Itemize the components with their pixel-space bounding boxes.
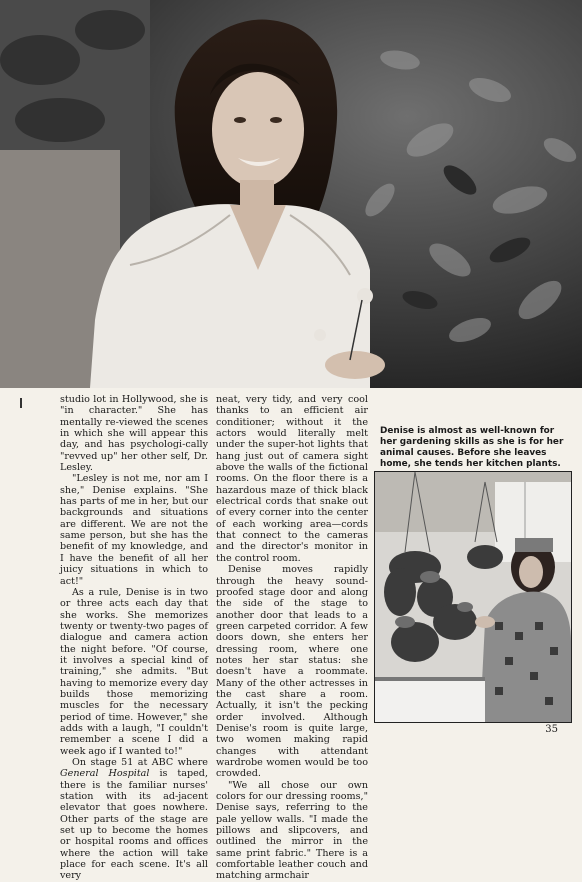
- paragraph: [60, 757, 208, 882]
- page-number: 35: [545, 724, 558, 735]
- woman-watering-plants-photo-icon: [375, 472, 571, 722]
- woman-watering-plants-photo: [374, 471, 572, 723]
- woman-portrait-photo: [0, 0, 582, 388]
- column-marker: [20, 398, 22, 408]
- article-column-1: [60, 394, 208, 882]
- paragraph: "Lesley is not me, nor am I she," Denise explains. "She has parts of me in her, but our backgrounds and situations are different. We are not the same person, but she has the benefit of my knowledge, and I have the benefit of all her juicy situations in which to act!": [60, 473, 208, 587]
- show-title: General Hospital: [60, 768, 150, 780]
- text-run: On stage 51 at ABC where: [72, 757, 208, 768]
- paragraph: "We all chose our own colors for our dressing rooms," Denise says, referring to the pale yellow walls. "I made the pillows and slipcovers, and outlined the mirror in the same print fabric." There is a comfortable leather couch and matching armchair: [216, 779, 368, 882]
- paragraph: studio lot in Hollywood, she is "in character." She has mentally re-viewed the scenes in which she will appear this day, and has psychologi-cally "revved up" her other self, Dr. Lesley.: [60, 394, 208, 474]
- paragraph: Denise moves rapidly through the heavy sound-proofed stage door and along the side of the stage to another door that leads to a green carpeted corridor. A few doors down, she enters her dressing room, where one notes her star status: she doesn't have a roommate. Many of the other actresses in the cast share a room. Actually, it isn't the pecking order involved. Although Denise's room is quite large, two women making rapid changes with attendant wardrobe women would be too crowded.: [216, 564, 368, 780]
- photo-caption: Denise is almost as well-known for her gardening skills as she is for her animal causes. Before she leaves home, she tends her kitchen plants.: [380, 426, 564, 469]
- text-run: is taped, there is the familiar nurses' station with its ad-jacent elevator that goes nowhere. Other parts of the stage are set up to become the homes or hospital rooms and offices where the action will take place for each scene. It's all very: [60, 768, 208, 882]
- paragraph: neat, very tidy, and very cool thanks to an efficient air conditioner; without it the actors would literally melt under the super-hot lights that hang just out of camera sight above the walls of the fictional rooms. On the floor there is a hazardous maze of thick black electrical cords that snake out of every corner into the center of each working area—cords that connect to the cameras and the director's monitor in the control room.: [216, 394, 368, 564]
- article-column-2: [216, 394, 368, 882]
- paragraph: As a rule, Denise is in two or three acts each day that she works. She memorizes twenty or twenty-two pages of dialogue and camera action the night before. "Of course, it involves a special kind of training," she admits. "But having to memorize every day builds those memorizing muscles for the necessary period of time. However," she adds with a laugh, "I couldn't remember a scene I did a week ago if I wanted to!": [60, 586, 208, 757]
- woman-portrait-photo-icon: [0, 0, 582, 388]
